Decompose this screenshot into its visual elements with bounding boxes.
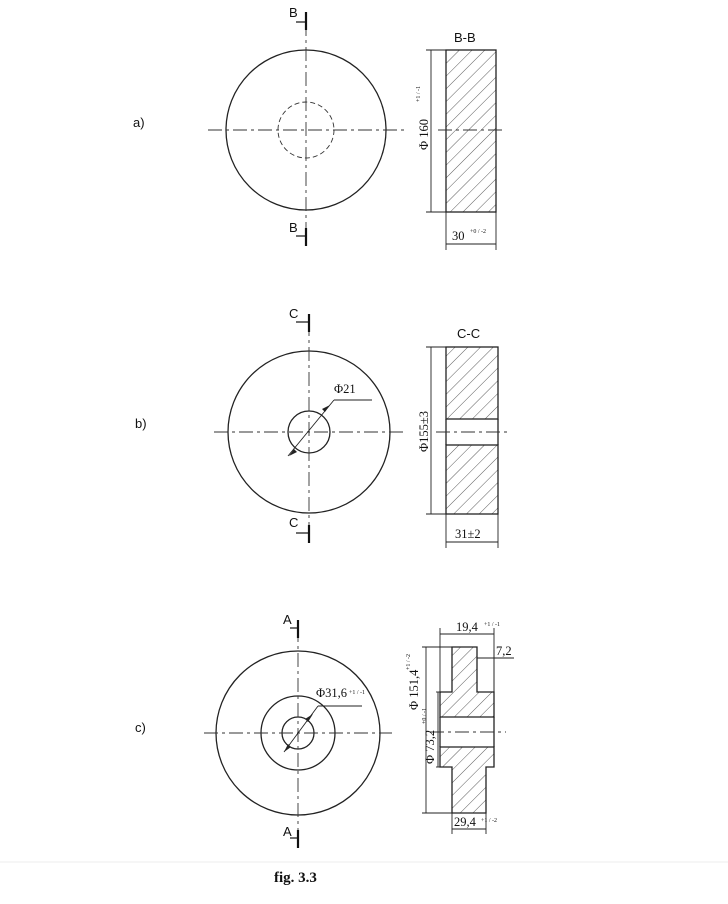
part-b-section-title: C-C bbox=[457, 326, 481, 341]
part-a-cut-label-top: B bbox=[289, 5, 298, 20]
part-a-label: a) bbox=[133, 115, 145, 130]
part-c bbox=[135, 612, 514, 848]
part-b-label: b) bbox=[135, 416, 147, 431]
part-a-section-view bbox=[416, 30, 506, 250]
part-c-hub-diameter-tol: +0 / -1 bbox=[422, 707, 428, 724]
part-b-front-view bbox=[214, 322, 404, 535]
part-b-cut-mark-top bbox=[289, 306, 309, 332]
part-b-section-lower bbox=[446, 445, 498, 514]
figure-caption: fig. 3.3 bbox=[274, 870, 317, 886]
part-b-section-upper bbox=[446, 347, 498, 419]
part-c-hub-width-dim: 19,4 bbox=[456, 620, 478, 634]
part-c-outer-diameter-tol: +1 / -2 bbox=[406, 653, 412, 670]
part-c-step-dim: 7,2 bbox=[496, 644, 512, 658]
part-c-cut-mark-top bbox=[283, 612, 298, 638]
part-a-width-dim: 30 bbox=[452, 229, 465, 243]
part-a-cut-mark-top bbox=[289, 5, 306, 30]
part-c-cut-label-top: A bbox=[283, 612, 292, 627]
part-c-outer-diameter-dim: Φ 151,4 bbox=[407, 669, 421, 710]
part-a-width-tol: +0 / -2 bbox=[470, 229, 487, 235]
part-c-width-dim: 29,4 bbox=[454, 815, 476, 829]
part-c-cut-mark-bottom bbox=[283, 824, 298, 848]
part-b bbox=[135, 306, 508, 548]
part-c-section-lower bbox=[440, 747, 494, 813]
part-b-diameter-dim: Φ155±3 bbox=[417, 411, 431, 452]
part-c-hub-diameter-dim: Φ 73,2 bbox=[423, 729, 437, 764]
part-a bbox=[133, 5, 506, 250]
part-a-cut-label-bottom: B bbox=[289, 220, 298, 235]
part-b-width-dim: 31±2 bbox=[455, 527, 481, 541]
part-b-bore-dim: Φ21 bbox=[334, 382, 356, 396]
part-c-label: c) bbox=[135, 720, 146, 735]
part-c-bore-tol: +1 / -1 bbox=[349, 690, 366, 696]
part-c-section-upper bbox=[440, 647, 494, 717]
part-a-cut-mark-bottom bbox=[289, 220, 306, 246]
part-b-cut-label-top: C bbox=[289, 306, 299, 321]
part-c-bore-dim: Φ31,6 bbox=[316, 686, 348, 700]
part-c-cut-label-bottom: A bbox=[283, 824, 292, 839]
part-a-diameter-tol: +1 / -1 bbox=[416, 85, 422, 102]
part-c-section-view bbox=[406, 620, 514, 834]
part-b-cut-mark-bottom bbox=[289, 515, 309, 543]
part-c-hub-width-tol: +1 / -1 bbox=[484, 622, 501, 628]
part-a-diameter-dim: Φ 160 bbox=[417, 118, 431, 150]
part-c-front-view bbox=[204, 628, 392, 835]
part-b-section-view bbox=[417, 326, 508, 548]
part-b-cut-label-bottom: C bbox=[289, 515, 299, 530]
part-a-front-view bbox=[208, 22, 404, 240]
part-a-section-title: B-B bbox=[454, 30, 476, 45]
part-a-section-body bbox=[446, 50, 496, 212]
part-c-width-tol: +1 / -2 bbox=[481, 818, 498, 824]
